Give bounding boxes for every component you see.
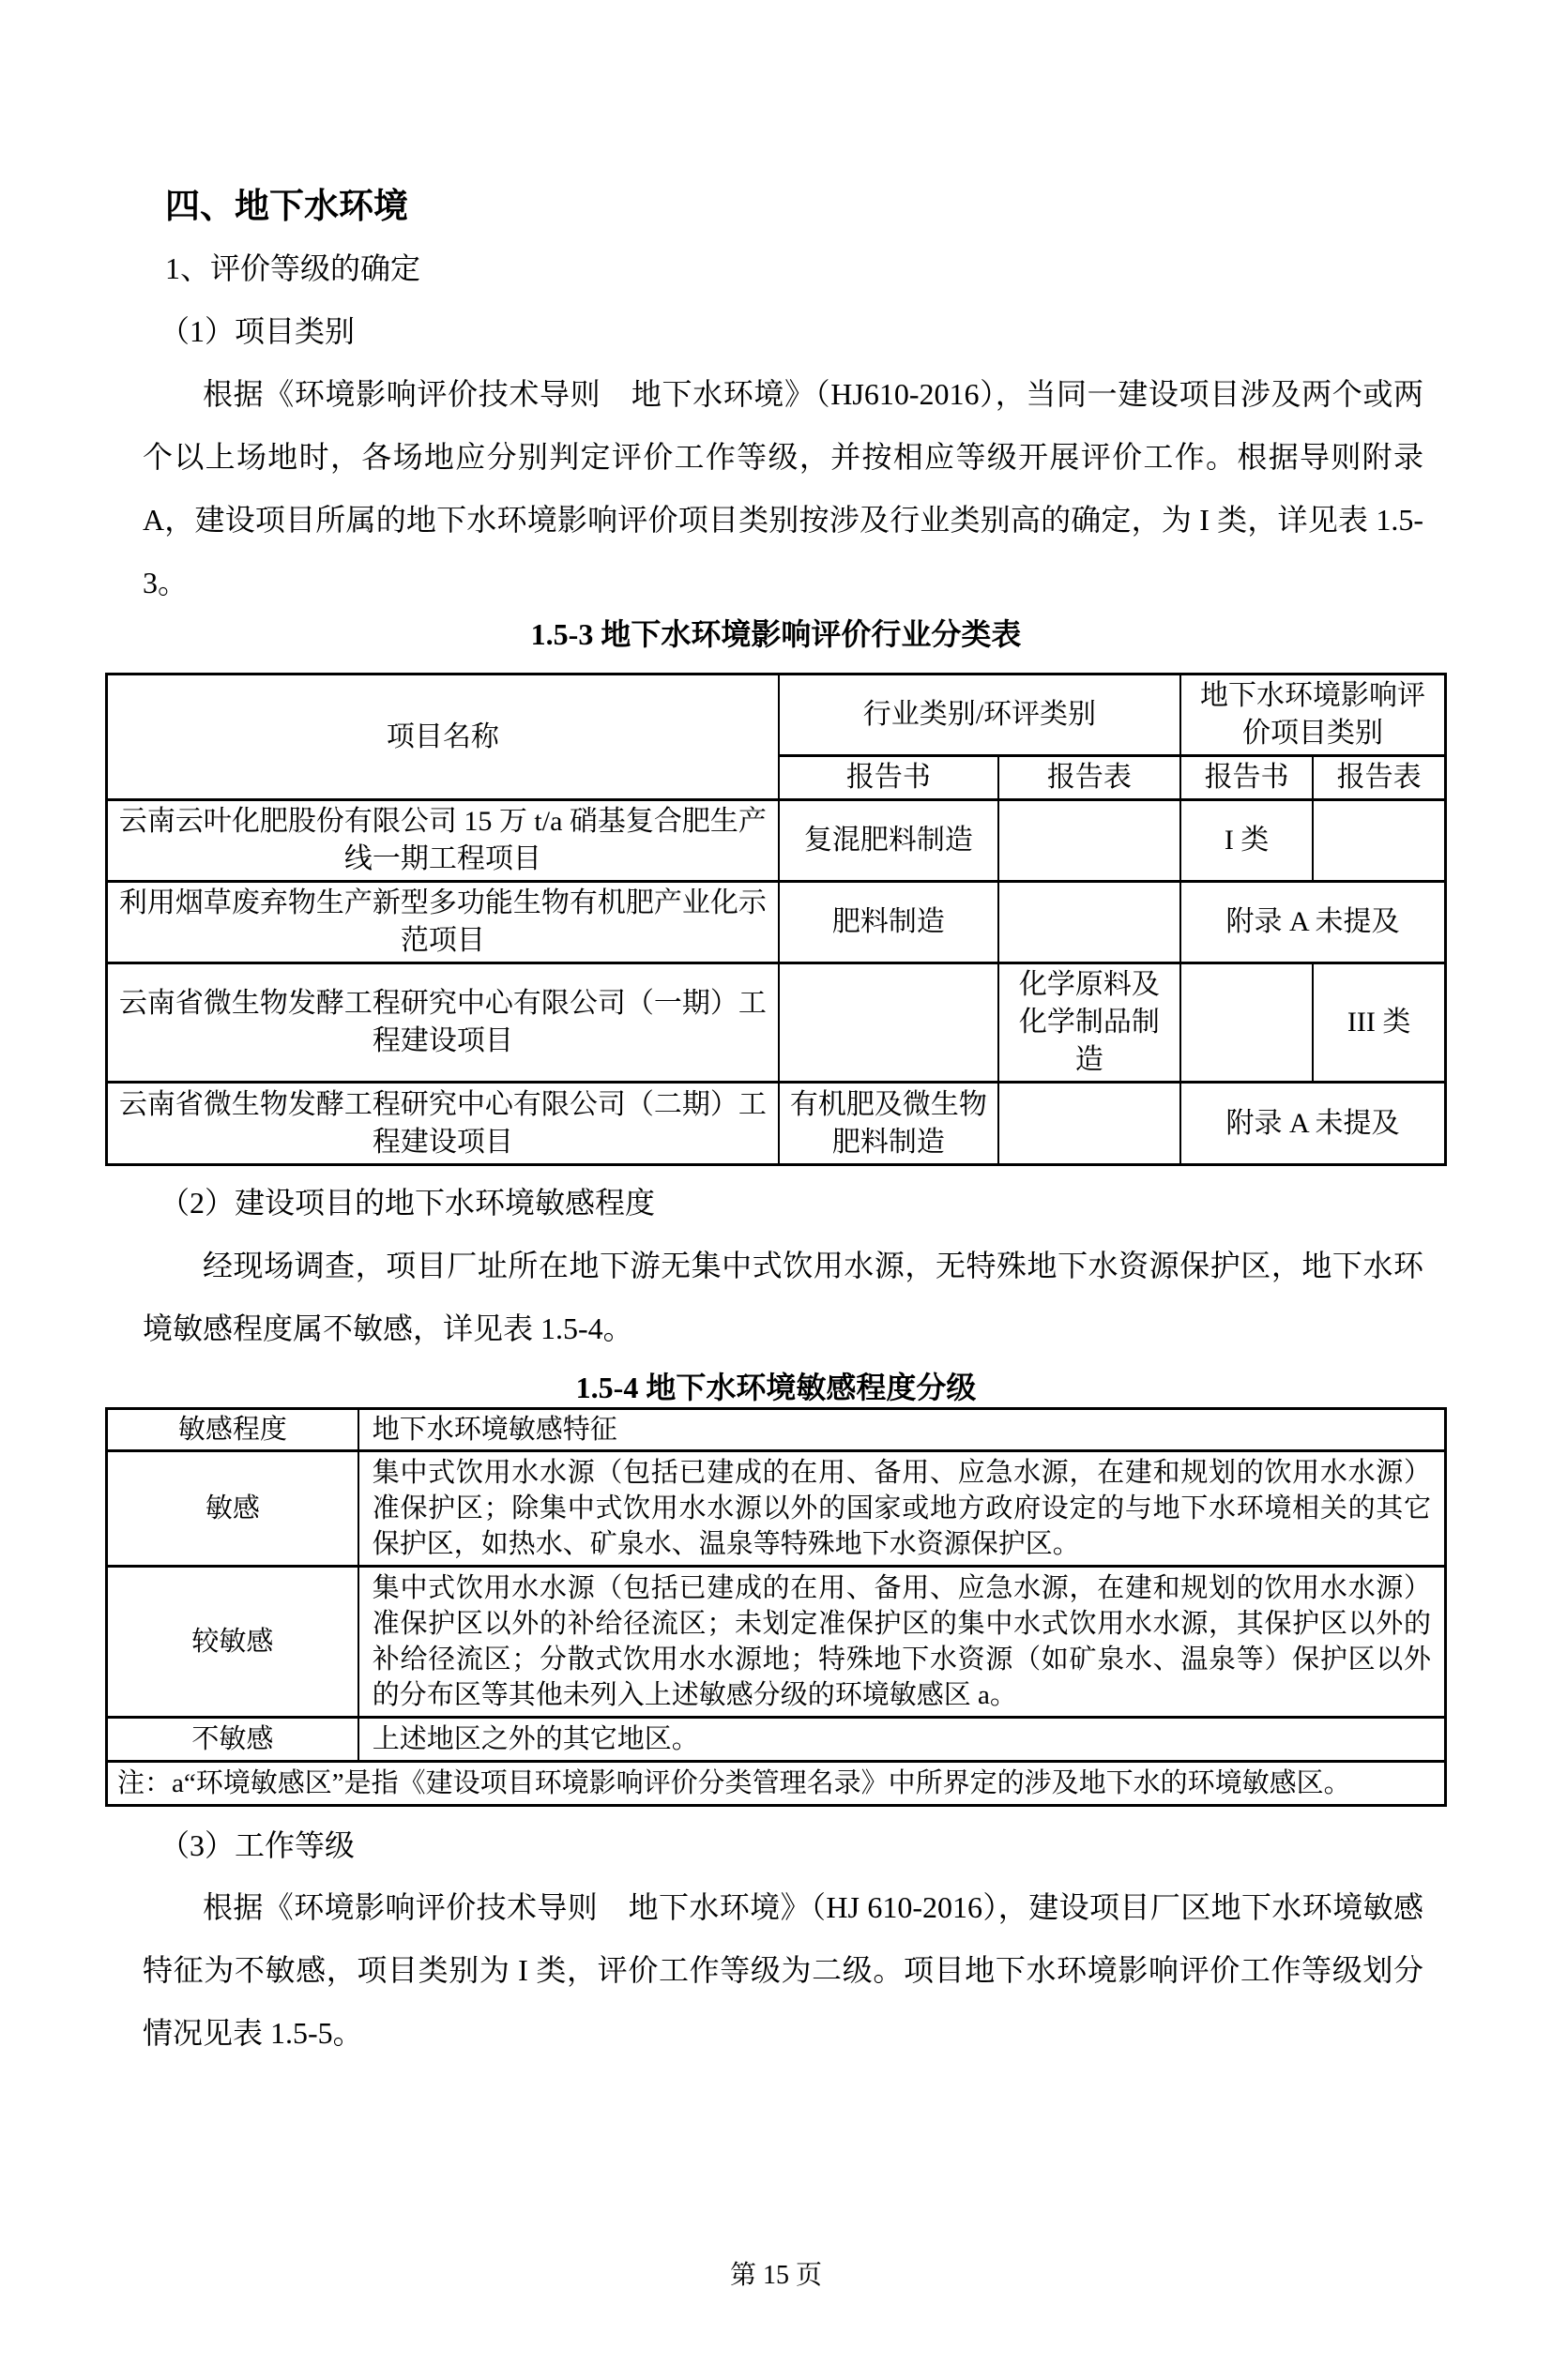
item-heading-project-category: （1）项目类别 (160, 314, 356, 348)
cell-level: 敏感 (107, 1451, 358, 1567)
cell-project-name: 利用烟草废弃物生产新型多功能生物有机肥产业化示范项目 (107, 882, 779, 963)
cell-description: 上述地区之外的其它地区。 (358, 1718, 1446, 1762)
table-row (107, 1451, 1446, 1567)
subheader-cell-report-book: 报告书 (779, 756, 998, 800)
page-number: 第 15 页 (729, 2261, 822, 2290)
cell-gw-form: III 类 (1313, 963, 1445, 1083)
cell-project-name: 云南省微生物发酵工程研究中心有限公司（一期）工程建设项目 (107, 963, 779, 1083)
cell-industry-form (998, 800, 1180, 882)
cell-industry-book: 复混肥料制造 (779, 800, 998, 882)
cell-gw-merged: 附录 A 未提及 (1180, 1083, 1446, 1165)
table-header-row (107, 1409, 1446, 1451)
sensitivity-grading-table (105, 1407, 1447, 1807)
table-row (107, 882, 1446, 963)
item-heading-work-grade: （3）工作等级 (160, 1828, 356, 1862)
paragraph-project-category: 根据《环境影响评价技术导则 地下水环境》（HJ610-2016），当同一建设项目涉及两个或两个以上场地时，各场地应分别判定评价工作等级，并按相应等级开展评价工作。根据导则附录 A，建设项目所属的地下水环境影响评价项目类别按涉及行业类别高的确定，为 I 类，详见表 1.5-3。 (143, 377, 1423, 599)
subsection-heading-evaluation-grade: 1、评价等级的确定 (165, 251, 421, 285)
cell-industry-form (998, 1083, 1180, 1165)
subheader-cell-report-form: 报告表 (1313, 756, 1445, 800)
paragraph-work-grade: 根据《环境影响评价技术导则 地下水环境》（HJ 610-2016），建设项目厂区地下水环境敏感特征为不敏感，项目类别为 I 类，评价工作等级为二级。项目地下水环境影响评价工作等级划分情况见表 1.5-5。 (143, 1890, 1423, 2050)
table-row (107, 800, 1446, 882)
cell-level: 较敏感 (107, 1567, 358, 1718)
cell-industry-form (998, 882, 1180, 963)
header-cell-sensitivity-level: 敏感程度 (107, 1409, 358, 1451)
header-cell-industry-category: 行业类别/环评类别 (779, 675, 1180, 756)
subheader-cell-report-form: 报告表 (998, 756, 1180, 800)
cell-description: 集中式饮用水水源（包括已建成的在用、备用、应急水源，在建和规划的饮用水水源）准保护区以外的补给径流区；未划定准保护区的集中水式饮用水水源，其保护区以外的补给径流区；分散式饮用水水源地；特殊地下水资源（如矿泉水、温泉等）保护区以外的分布区等其他未列入上述敏感分级的环境敏感区 a。 (358, 1567, 1446, 1718)
item-heading-sensitivity: （2）建设项目的地下水环境敏感程度 (160, 1186, 656, 1220)
cell-industry-book: 有机肥及微生物肥料制造 (779, 1083, 998, 1165)
paragraph-sensitivity: 经现场调查，项目厂址所在地下游无集中式饮用水源，无特殊地下水资源保护区，地下水环境敏感程度属不敏感，详见表 1.5-4。 (143, 1249, 1423, 1345)
cell-gw-book: I 类 (1180, 800, 1313, 882)
table-row (107, 1083, 1446, 1165)
table2-caption: 1.5-4 地下水环境敏感程度分级 (575, 1371, 977, 1404)
cell-gw-form (1313, 800, 1445, 882)
cell-project-name: 云南省微生物发酵工程研究中心有限公司（二期）工程建设项目 (107, 1083, 779, 1165)
table1-caption: 1.5-3 地下水环境影响评价行业分类表 (530, 617, 1022, 651)
cell-table-note: 注：a“环境敏感区”是指《建设项目环境影响评价分类管理名录》中所界定的涉及地下水的环境敏感区。 (107, 1762, 1446, 1806)
header-cell-project-name: 项目名称 (107, 675, 779, 800)
section-heading: 四、地下水环境 (165, 188, 408, 226)
cell-level: 不敏感 (107, 1718, 358, 1762)
table-row (107, 963, 1446, 1083)
cell-description: 集中式饮用水水源（包括已建成的在用、备用、应急水源，在建和规划的饮用水水源）准保护区；除集中式饮用水水源以外的国家或地方政府设定的与地下水环境相关的其它保护区，如热水、矿泉水、温泉等特殊地下水资源保护区。 (358, 1451, 1446, 1567)
header-cell-sensitivity-feature: 地下水环境敏感特征 (358, 1409, 1446, 1451)
table-note-row (107, 1762, 1446, 1806)
table-row (107, 1718, 1446, 1762)
cell-gw-merged: 附录 A 未提及 (1180, 882, 1446, 963)
cell-gw-book (1180, 963, 1313, 1083)
table-header-row (107, 675, 1446, 756)
industry-classification-table (105, 673, 1447, 1166)
header-cell-groundwater-category: 地下水环境影响评价项目类别 (1180, 675, 1446, 756)
cell-industry-book: 肥料制造 (779, 882, 998, 963)
cell-industry-form: 化学原料及化学制品制造 (998, 963, 1180, 1083)
document-page (105, 186, 1447, 2065)
subheader-cell-report-book: 报告书 (1180, 756, 1313, 800)
cell-industry-book (779, 963, 998, 1083)
table-row (107, 1567, 1446, 1718)
cell-project-name: 云南云叶化肥股份有限公司 15 万 t/a 硝基复合肥生产线一期工程项目 (107, 800, 779, 882)
